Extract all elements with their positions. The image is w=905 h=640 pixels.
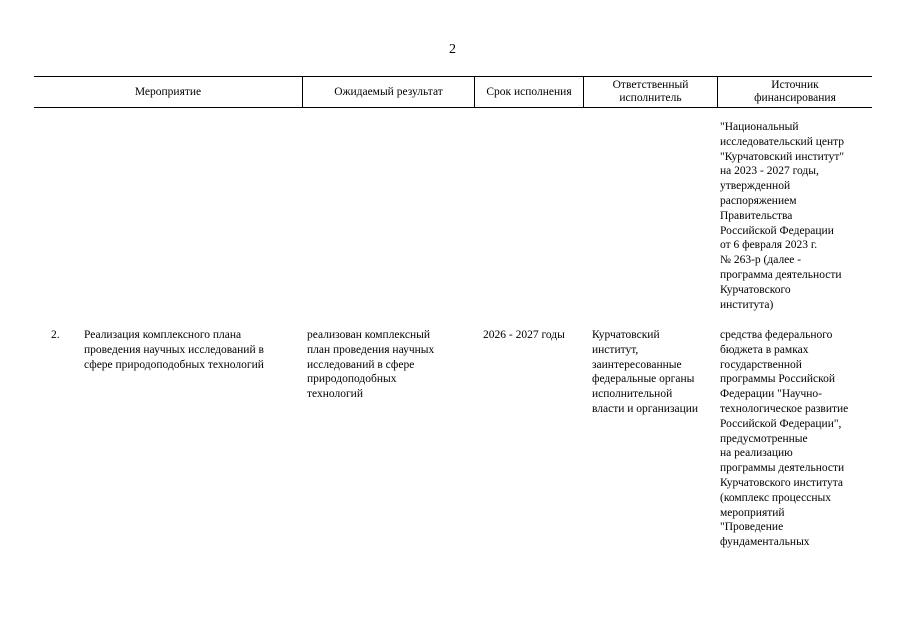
header-bottom-rule	[34, 107, 872, 108]
header-responsible: Ответственный исполнитель	[612, 79, 689, 104]
header-event: Мероприятие	[134, 85, 202, 98]
row-deadline: 2026 - 2027 годы	[483, 329, 565, 341]
row-funding: средства федерального бюджета в рамках государственной программы Российской Федерации "Научно- технологическое развитие Российской Федерации", предусмотренные на реализацию программы деятельности Курчатовского института (комплекс процессных мероприятий "Проведение фундаментальных	[720, 329, 849, 549]
row-number: 2.	[51, 329, 60, 341]
page-number: 2	[449, 42, 456, 57]
header-result: Ожидаемый результат	[334, 85, 443, 98]
header-deadline: Срок исполнения	[486, 85, 572, 98]
row-result: реализован комплексный план проведения научных исследований в сфере природоподобных технологий	[307, 329, 435, 401]
header-funding: Источник финансирования	[754, 79, 836, 104]
row-event: Реализация комплексного плана проведения научных исследований в сфере природоподобных технологий	[84, 329, 264, 371]
funding-continuation: "Национальный исследовательский центр "Курчатовский институт" на 2023 - 2027 годы, утвержденной распоряжением Правительства Российской Федерации от 6 февраля 2023 г. № 263-р (далее - программа деятельности Курчатовского института)	[720, 121, 845, 311]
row-responsible: Курчатовский институт, заинтересованные федеральные органы исполнительной власти и организации	[592, 329, 699, 415]
